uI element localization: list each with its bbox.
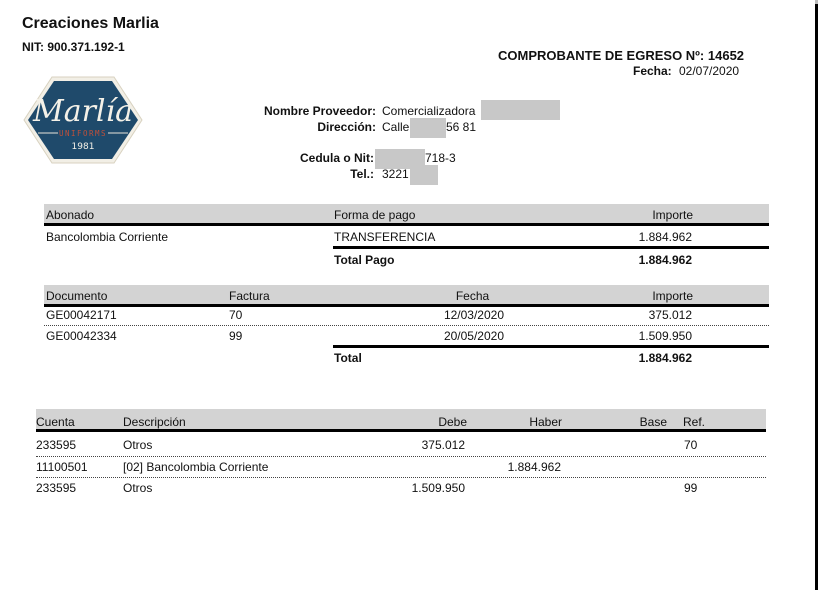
payment-header-abonado: Abonado [46,208,95,222]
accounting-header-debe: Debe [438,415,467,429]
accounting-descripcion: Otros [123,438,153,452]
accounting-descripcion: Otros [123,481,153,495]
provider-phone-label: Tel.: [350,167,374,181]
documents-documento: GE00042171 [46,308,117,322]
payment-forma: TRANSFERENCIA [334,230,436,244]
accounting-debe: 1.509.950 [411,481,465,495]
payment-header-importe: Importe [652,208,693,222]
accounting-header-haber: Haber [529,415,562,429]
documents-factura: 70 [229,308,243,322]
company-nit: NIT: 900.371.192-1 [22,40,125,54]
voucher-date-label: Fecha: [633,64,672,78]
divider [36,429,766,432]
payment-total-value: 1.884.962 [638,253,692,267]
voucher-title: COMPROBANTE DE EGRESO Nº: 14652 [498,48,745,63]
accounting-descripcion: [02] Bancolombia Corriente [123,460,269,474]
dotted-divider [36,456,766,457]
accounting-haber: 1.884.962 [507,460,561,474]
company-logo [22,73,144,167]
logo-script: Marlía [32,94,134,129]
payment-importe: 1.884.962 [638,230,692,244]
accounting-header-base: Base [639,415,667,429]
accounting-ref: 99 [684,481,698,495]
accounting-ref: 70 [684,438,698,452]
documents-total-value: 1.884.962 [638,351,692,365]
divider [44,304,769,307]
svg-text:UNIFORMS: UNIFORMS [58,129,108,138]
divider [333,345,769,348]
divider [333,246,769,249]
documents-total-label: Total [334,351,362,365]
documents-fecha: 20/05/2020 [443,329,504,343]
documents-header-documento: Documento [46,289,108,303]
payment-header-forma: Forma de pago [334,208,416,222]
redacted-block [410,118,446,138]
payment-total-label: Total Pago [334,253,395,267]
documents-header-importe: Importe [652,289,693,303]
redacted-block [481,100,560,120]
accounting-header-ref: Ref. [683,415,706,429]
documents-header-fecha: Fecha [455,289,490,303]
documents-factura: 99 [229,329,243,343]
accounting-header-cuenta: Cuenta [36,415,75,429]
provider-address-suffix: 56 81 [446,120,477,134]
documents-importe: 375.012 [648,308,692,322]
divider [44,223,769,226]
company-name: Creaciones Marlia [22,15,159,32]
documents-importe: 1.509.950 [638,329,692,343]
documents-header-factura: Factura [229,289,270,303]
dotted-divider [36,477,766,478]
provider-address-label: Dirección: [317,120,376,134]
documents-fecha: 12/03/2020 [443,308,504,322]
provider-id-suffix: 718-3 [425,151,456,165]
voucher-date-value: 02/07/2020 [679,64,740,78]
accounting-cuenta: 233595 [36,438,77,452]
accounting-cuenta: 233595 [36,481,77,495]
provider-address-prefix: Calle [382,120,410,134]
svg-text:1981: 1981 [71,142,95,152]
dotted-divider [44,325,769,326]
provider-phone-prefix: 3221 [382,167,409,181]
provider-id-label: Cedula o Nit: [300,151,374,165]
accounting-debe: 375.012 [421,438,465,452]
provider-name-label: Nombre Proveedor: [263,104,376,118]
marlia-logo-icon [22,73,144,167]
accounting-header-descripcion: Descripción [123,415,186,429]
accounting-cuenta: 11100501 [36,460,88,474]
provider-name-value: Comercializadora [382,104,476,118]
redacted-block [410,165,438,185]
documents-documento: GE00042334 [46,329,117,343]
payment-abonado: Bancolombia Corriente [46,230,169,244]
